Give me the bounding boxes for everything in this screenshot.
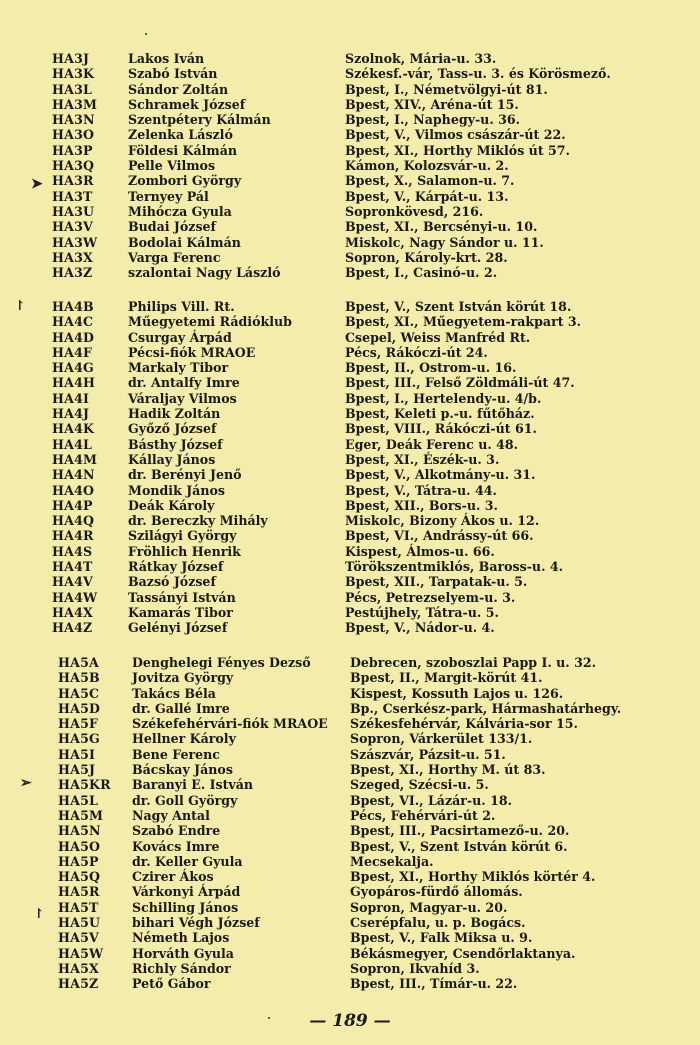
directory-row [0,82,700,97]
directory-row [0,946,700,961]
address: Bpest, I., Casinó-u. 2. [345,265,498,281]
directory-row [0,219,700,234]
callsign: HA3L [52,81,93,97]
address: Bpest, V., Vilmos császár-út 22. [345,127,566,143]
address: Bpest, I., Hertelendy-u. 4/b. [345,390,542,406]
page-number: — 189 — [309,1011,391,1031]
callsign: HA3X [52,249,94,265]
address: Sopronkövesd, 216. [345,203,484,219]
directory-row [0,97,700,112]
callsign: HA5I [58,746,96,762]
operator-name: Horváth Gyula [132,945,234,961]
callsign: HA5A [58,655,100,670]
callsign: HA3J [52,51,90,66]
directory-row [0,452,700,467]
address: Pécs, Rákóczi-út 24. [345,344,488,360]
directory-row [0,590,700,605]
callsign: HA3P [52,142,93,158]
operator-name: Szabó Endre [132,823,221,839]
operator-name: Denghelegi Fényes Dezső [132,655,311,670]
callsign: HA5Q [58,869,101,885]
directory-row [0,701,700,716]
callsign: HA4F [52,344,93,360]
callsign: HA5R [58,884,100,900]
callsign: HA4J [52,406,90,422]
operator-name: dr. Bereczky Mihály [128,513,268,529]
callsign: HA4H [52,375,96,391]
address: Csepel, Weiss Manfréd Rt. [345,329,531,345]
directory-row [0,112,700,127]
operator-name: Czirer Ákos [132,869,214,885]
directory-row [0,620,700,635]
operator-name: Nagy Antal [132,807,210,823]
address: Bpest, X., Salamon-u. 7. [345,173,515,189]
margin-mark: ➢ [20,775,32,791]
directory-row [0,391,700,406]
address: Debrecen, szoboszlai Papp I. u. 32. [350,655,596,670]
address: Pestújhely, Tátra-u. 5. [345,604,499,620]
callsign: HA4M [52,451,98,467]
operator-name: Ternyey Pál [128,188,209,204]
callsign: HA5L [58,792,99,808]
operator-name: Kamarás Tibor [128,604,233,620]
operator-name: Budai József [128,219,216,235]
address: Bpest, VI., Lázár-u. 18. [350,792,512,808]
address: Bpest, I., Naphegy-u. 36. [345,112,521,128]
callsign: HA5P [58,853,99,869]
directory-row [0,716,700,731]
address: Sopron, Károly-krt. 28. [345,249,508,265]
directory-row [0,421,700,436]
directory-row [0,900,700,915]
directory-row [0,265,700,280]
callsign: HA3Q [52,158,95,174]
operator-name: Bácskay János [132,762,233,778]
operator-name: Szilágyi György [128,528,237,544]
directory-row [0,544,700,559]
callsign-block-ha5 [0,655,700,992]
operator-name: Mihócza Gyula [128,203,232,219]
operator-name: Pető Gábor [132,976,211,992]
address: Székesfehérvár, Kálvária-sor 15. [350,716,578,732]
address: Bpest, VI., Andrássy-út 66. [345,528,534,544]
margin-mark: ↾ [14,298,26,314]
directory-row [0,686,700,701]
directory-row [0,483,700,498]
operator-name: Szentpétery Kálmán [128,112,271,128]
operator-name: Markaly Tibor [128,360,229,376]
address: Miskolc, Bizony Ákos u. 12. [345,513,540,529]
directory-row [0,143,700,158]
directory-row [0,793,700,808]
address: Eger, Deák Ferenc u. 48. [345,436,519,452]
callsign: HA4Q [52,513,95,529]
operator-name: Rátkay József [128,559,224,575]
address: Sopron, Ikvahíd 3. [350,960,480,976]
address: Bp., Cserkész-park, Hármashatárhegy. [350,700,622,716]
address: Bpest, I., Németvölgyi-út 81. [345,81,548,97]
operator-name: Bene Ferenc [132,746,220,762]
operator-name: Fröhlich Henrik [128,543,241,559]
callsign: HA3T [52,188,93,204]
directory-row [0,173,700,188]
directory-row [0,869,700,884]
address: Törökszentmiklós, Baross-u. 4. [345,559,564,575]
address: Bpest, V., Szent István körút 6. [350,838,568,854]
address: Bpest, V., Nádor-u. 4. [345,620,495,636]
operator-name: Lakos Iván [128,51,205,66]
address: Bpest, XI., Horthy Miklós út 57. [345,142,570,158]
callsign: HA4L [52,436,93,452]
callsign: HA4C [52,314,94,330]
operator-name: Bodolai Kálmán [128,234,241,250]
address: Bpest, II., Ostrom-u. 16. [345,360,517,376]
callsign: HA5N [58,823,101,839]
address: Bpest, III., Felső Zöldmáli-út 47. [345,375,575,391]
address: Bpest, V., Szent István körút 18. [345,299,572,314]
address: Gyopáros-fürdő állomás. [350,884,523,900]
directory-row [0,498,700,513]
address: Bpest, V., Falk Miksa u. 9. [350,930,533,946]
callsign: HA4K [52,421,95,437]
address: Székesf.-vár, Tass-u. 3. és Körösmező. [345,66,611,82]
directory-row [0,406,700,421]
callsign: HA3O [52,127,95,143]
directory-row [0,731,700,746]
operator-name: Takács Béla [132,685,216,701]
callsign: HA4X [52,604,94,620]
callsign: HA5J [58,762,96,778]
directory-row [0,189,700,204]
address: Pécs, Petrezselyem-u. 3. [345,589,516,605]
callsign: HA5C [58,685,100,701]
callsign: HA5V [58,930,100,946]
operator-name: Kovács Imre [132,838,220,854]
operator-name: Tassányi István [128,589,236,605]
directory-row [0,884,700,899]
address: Bpest, V., Kárpát-u. 13. [345,188,509,204]
operator-name: Pécsi-fiók MRAOE [128,344,256,360]
operator-name: Baranyi E. István [132,777,254,793]
operator-name: Zombori György [128,173,242,189]
directory-row [0,375,700,390]
directory-row [0,808,700,823]
address: Bpest, XIV., Aréna-út 15. [345,96,519,112]
operator-name: Zelenka László [128,127,233,143]
address: Miskolc, Nagy Sándor u. 11. [345,234,544,250]
directory-row [0,513,700,528]
directory-row [0,961,700,976]
directory-row [0,930,700,945]
operator-name: Richly Sándor [132,960,231,976]
directory-row [0,330,700,345]
directory-row [0,127,700,142]
directory-row [0,839,700,854]
operator-name: Szabó István [128,66,218,82]
directory-row [0,467,700,482]
directory-row [0,250,700,265]
address: Bpest, VIII., Rákóczi-út 61. [345,421,537,437]
operator-name: dr. Gallé Imre [132,700,230,716]
directory-row [0,345,700,360]
callsign: HA4N [52,467,95,483]
callsign: HA4T [52,559,93,575]
operator-name: Deák Károly [128,497,215,513]
operator-name: Jovitza György [132,670,234,686]
directory-row [0,437,700,452]
callsign: HA4O [52,482,95,498]
address: Bpest, III., Pacsirtamező-u. 20. [350,823,570,839]
callsign: HA4S [52,543,93,559]
operator-name: Varga Ferenc [128,249,221,265]
address: Bpest, V., Tátra-u. 44. [345,482,497,498]
operator-name: Gelényi József [128,620,228,636]
address: Szolnok, Mária-u. 33. [345,51,497,66]
callsign: HA3R [52,173,94,189]
directory-row [0,574,700,589]
callsign-block-ha3 [0,51,700,280]
directory-row [0,747,700,762]
callsign: HA3Z [52,265,93,281]
ink-speck [145,33,147,35]
address: Bpest, XI., Horthy M. út 83. [350,762,546,778]
directory-row [0,528,700,543]
address: Bpest, XII., Bors-u. 3. [345,497,498,513]
callsign: HA5O [58,838,101,854]
address: Bpest, XI., Bercsényi-u. 10. [345,219,538,235]
directory-row [0,360,700,375]
operator-name: Hellner Károly [132,731,236,747]
directory-row [0,204,700,219]
operator-name: Németh Lajos [132,930,230,946]
callsign: HA4V [52,574,94,590]
operator-name: szalontai Nagy László [128,265,281,281]
operator-name: Műegyetemi Rádióklub [128,314,292,330]
address: Békásmegyer, Csendőrlaktanya. [350,945,576,961]
address: Szászvár, Pázsit-u. 51. [350,746,506,762]
directory-row [0,823,700,838]
callsign: HA3V [52,219,94,235]
directory-row [0,854,700,869]
callsign: HA3K [52,66,95,82]
operator-name: Pelle Vilmos [128,158,216,174]
directory-row [0,559,700,574]
operator-name: dr. Goll György [132,792,238,808]
callsign: HA5B [58,670,100,686]
address: Sopron, Várkerület 133/1. [350,731,533,747]
callsign: HA5G [58,731,100,747]
address: Bpest, XI., Műegyetem-rakpart 3. [345,314,582,330]
callsign: HA4Z [52,620,93,636]
address: Bpest, V., Alkotmány-u. 31. [345,467,536,483]
callsign: HA3N [52,112,95,128]
callsign: HA5M [58,807,104,823]
address: Bpest, Keleti p.-u. fűtőház. [345,406,535,422]
callsign-block-ha4 [0,299,700,636]
callsign: HA3W [52,234,98,250]
directory-row [0,605,700,620]
margin-mark: ↾ [33,906,45,922]
callsign: HA4D [52,329,95,345]
callsign: HA4W [52,589,98,605]
operator-name: dr. Berényi Jenő [128,467,242,483]
operator-name: Kállay János [128,451,216,467]
address: Sopron, Magyar-u. 20. [350,899,508,915]
directory-row [0,762,700,777]
directory-row [0,314,700,329]
directory-row [0,158,700,173]
operator-name: Váraljay Vilmos [128,390,237,406]
callsign: HA5W [58,945,104,961]
operator-name: bihari Végh József [132,915,260,931]
callsign: HA5D [58,700,101,716]
callsign: HA4B [52,299,94,314]
address: Kispest, Álmos-u. 66. [345,543,495,559]
directory-row [0,299,700,314]
operator-name: Básthy József [128,436,223,452]
directory-row [0,976,700,991]
address: Pécs, Fehérvári-út 2. [350,807,496,823]
operator-name: Sándor Zoltán [128,81,229,97]
callsign: HA5Z [58,976,99,992]
callsign: HA5F [58,716,99,732]
operator-name: Várkonyi Árpád [132,884,241,900]
address: Bpest, II., Margit-körút 41. [350,670,543,686]
address: Bpest, XI., Horthy Miklós körtér 4. [350,869,596,885]
directory-row [0,670,700,685]
address: Kámon, Kolozsvár-u. 2. [345,158,509,174]
directory-row [0,51,700,66]
callsign: HA5T [58,899,99,915]
operator-name: Hadik Zoltán [128,406,221,422]
operator-name: Székefehérvári-fiók MRAOE [132,716,328,732]
directory-row [0,235,700,250]
operator-name: Philips Vill. Rt. [128,299,235,314]
margin-mark: ➤ [31,176,43,192]
callsign: HA4G [52,360,94,376]
operator-name: Schramek József [128,96,246,112]
operator-name: Csurgay Árpád [128,329,232,345]
operator-name: Mondik János [128,482,225,498]
address: Kispest, Kossuth Lajos u. 126. [350,685,564,701]
address: Bpest, XII., Tarpatak-u. 5. [345,574,528,590]
directory-row [0,915,700,930]
operator-name: dr. Antalfy Imre [128,375,240,391]
address: Szeged, Szécsi-u. 5. [350,777,489,793]
directory-row [0,66,700,81]
address: Mecsekalja. [350,853,434,869]
operator-name: Bazsó József [128,574,216,590]
directory-row [0,655,700,670]
callsign: HA4P [52,497,93,513]
callsign: HA3M [52,96,98,112]
callsign: HA4I [52,390,90,406]
operator-name: Győző József [128,421,217,437]
address: Bpest, III., Tímár-u. 22. [350,976,518,992]
callsign: HA4R [52,528,94,544]
operator-name: Schilling János [132,899,239,915]
address: Cserépfalu, u. p. Bogács. [350,915,526,931]
callsign: HA3U [52,203,95,219]
operator-name: dr. Keller Gyula [132,853,243,869]
callsign: HA5U [58,915,101,931]
operator-name: Földesi Kálmán [128,142,238,158]
callsign: HA5KR [58,777,111,793]
callsign: HA5X [58,960,100,976]
address: Bpest, XI., Észék-u. 3. [345,451,500,467]
directory-row [0,777,700,792]
